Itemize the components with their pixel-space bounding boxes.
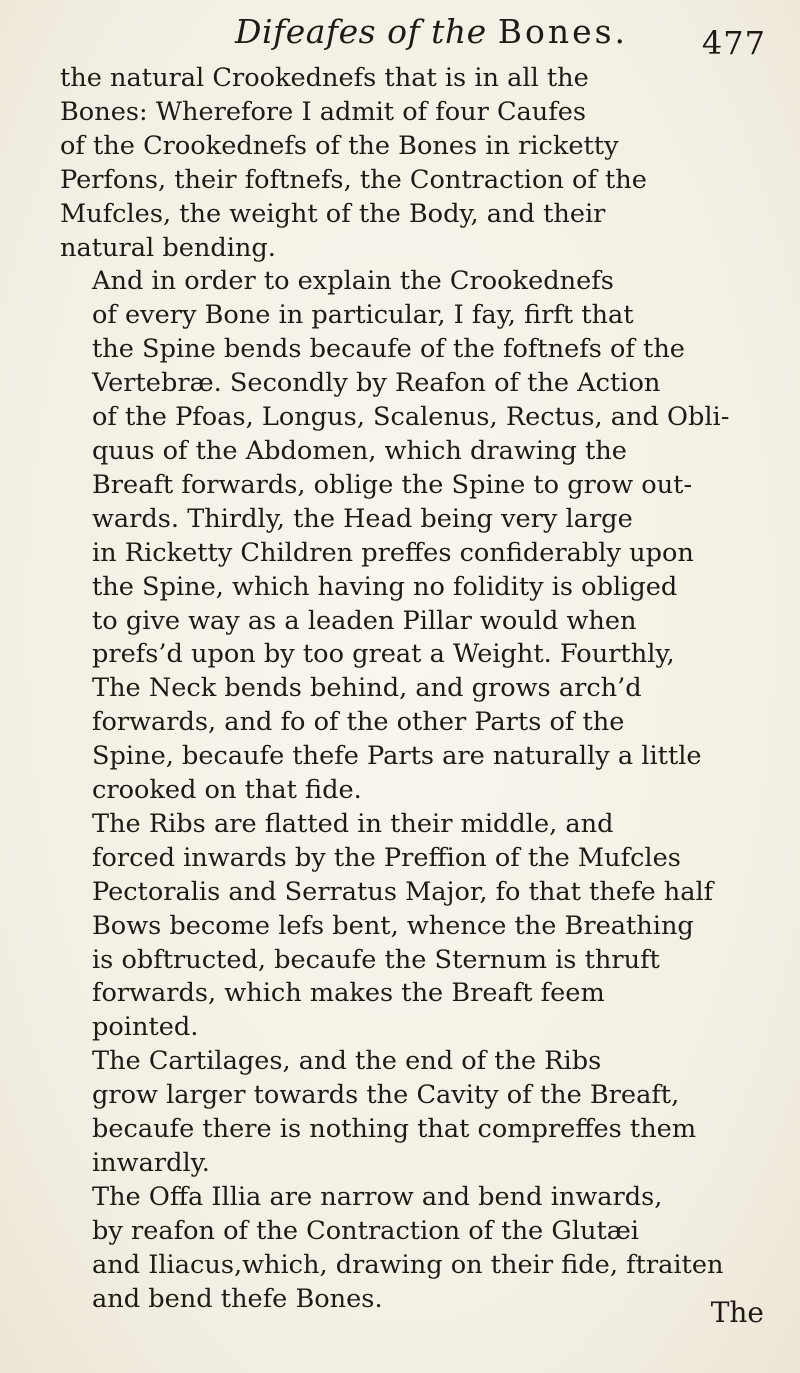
- text-line: quus of the Abdomen, which drawing the: [92, 435, 627, 466]
- text-line: Perfons, their foftnefs, the Contraction of the: [60, 164, 647, 195]
- text-line: Vertebræ. Secondly by Reafon of the Action: [92, 368, 661, 399]
- text-line: forced inwards by the Preffion of the Mufcles: [92, 842, 681, 873]
- text-line: crooked on that fide.: [92, 775, 362, 806]
- paragraph-causes: [60, 62, 735, 265]
- text-line: And in order to explain the Crookednefs: [92, 266, 614, 297]
- text-line: forwards, which makes the Breaft feem: [92, 978, 605, 1009]
- running-title-caps: Bones.: [497, 12, 629, 51]
- text-line: The Offa Illia are narrow and bend inwards,: [92, 1181, 663, 1212]
- text-line: pointed.: [92, 1012, 199, 1043]
- page-number: 477: [701, 24, 766, 62]
- text-line: and bend thefe Bones.: [92, 1283, 383, 1314]
- text-line: to give way as a leaden Pillar would when: [92, 605, 637, 636]
- paragraph-cartilages: [60, 1045, 735, 1181]
- text-line: wards. Thirdly, the Head being very large: [92, 503, 633, 534]
- text-line: natural bending.: [60, 232, 276, 263]
- paragraph-ribs: [60, 808, 735, 1045]
- text-line: the Spine bends becaufe of the foftnefs of the: [92, 334, 685, 365]
- text-line: grow larger towards the Cavity of the Breaft,: [92, 1080, 680, 1111]
- text-line: is obftructed, becaufe the Sternum is thruft: [92, 944, 660, 975]
- text-line: The Neck bends behind, and grows arch’d: [92, 673, 642, 704]
- running-title-italic: Difeafes of the: [235, 12, 487, 51]
- paragraph-spine: [60, 265, 735, 808]
- text-line: forwards, and fo of the other Parts of the: [92, 707, 625, 738]
- text-line: prefs’d upon by too great a Weight. Fourthly,: [92, 639, 675, 670]
- text-line: Pectoralis and Serratus Major, fo that thefe half: [92, 876, 714, 907]
- text-line: Bones: Wherefore I admit of four Caufes: [60, 96, 587, 127]
- text-line: Mufcles, the weight of the Body, and their: [60, 198, 606, 229]
- text-line: of every Bone in particular, I fay, firft that: [92, 300, 634, 331]
- catchword: The: [710, 1296, 764, 1329]
- text-line: by reafon of the Contraction of the Glutæi: [92, 1215, 639, 1246]
- text-line: Bows become lefs bent, whence the Breathing: [92, 910, 694, 941]
- running-head: [60, 10, 766, 62]
- text-line: The Cartilages, and the end of the Ribs: [92, 1046, 602, 1077]
- paragraph-ossa-illia: [60, 1181, 735, 1317]
- text-line: and Iliacus,which, drawing on their fide, ftraiten: [92, 1249, 724, 1280]
- text-line: the Spine, which having no folidity is obliged: [92, 571, 678, 602]
- text-line: of the Pfoas, Longus, Scalenus, Rectus, and Obli-: [92, 402, 730, 433]
- text-line: in Ricketty Children preffes confiderably upon: [92, 537, 694, 568]
- text-line: the natural Crookednefs that is in all the: [60, 63, 589, 93]
- text-line: Breaft forwards, oblige the Spine to grow out-: [92, 469, 693, 500]
- text-line: inwardly.: [92, 1148, 210, 1178]
- text-line: Spine, becaufe thefe Parts are naturally a little: [92, 741, 702, 772]
- text-line: becaufe there is nothing that compreffes them: [92, 1114, 697, 1145]
- body-text: [60, 62, 735, 1317]
- text-line: of the Crookednefs of the Bones in ricketty: [60, 130, 619, 161]
- running-title: [235, 12, 628, 51]
- text-line: The Ribs are flatted in their middle, and: [92, 808, 614, 839]
